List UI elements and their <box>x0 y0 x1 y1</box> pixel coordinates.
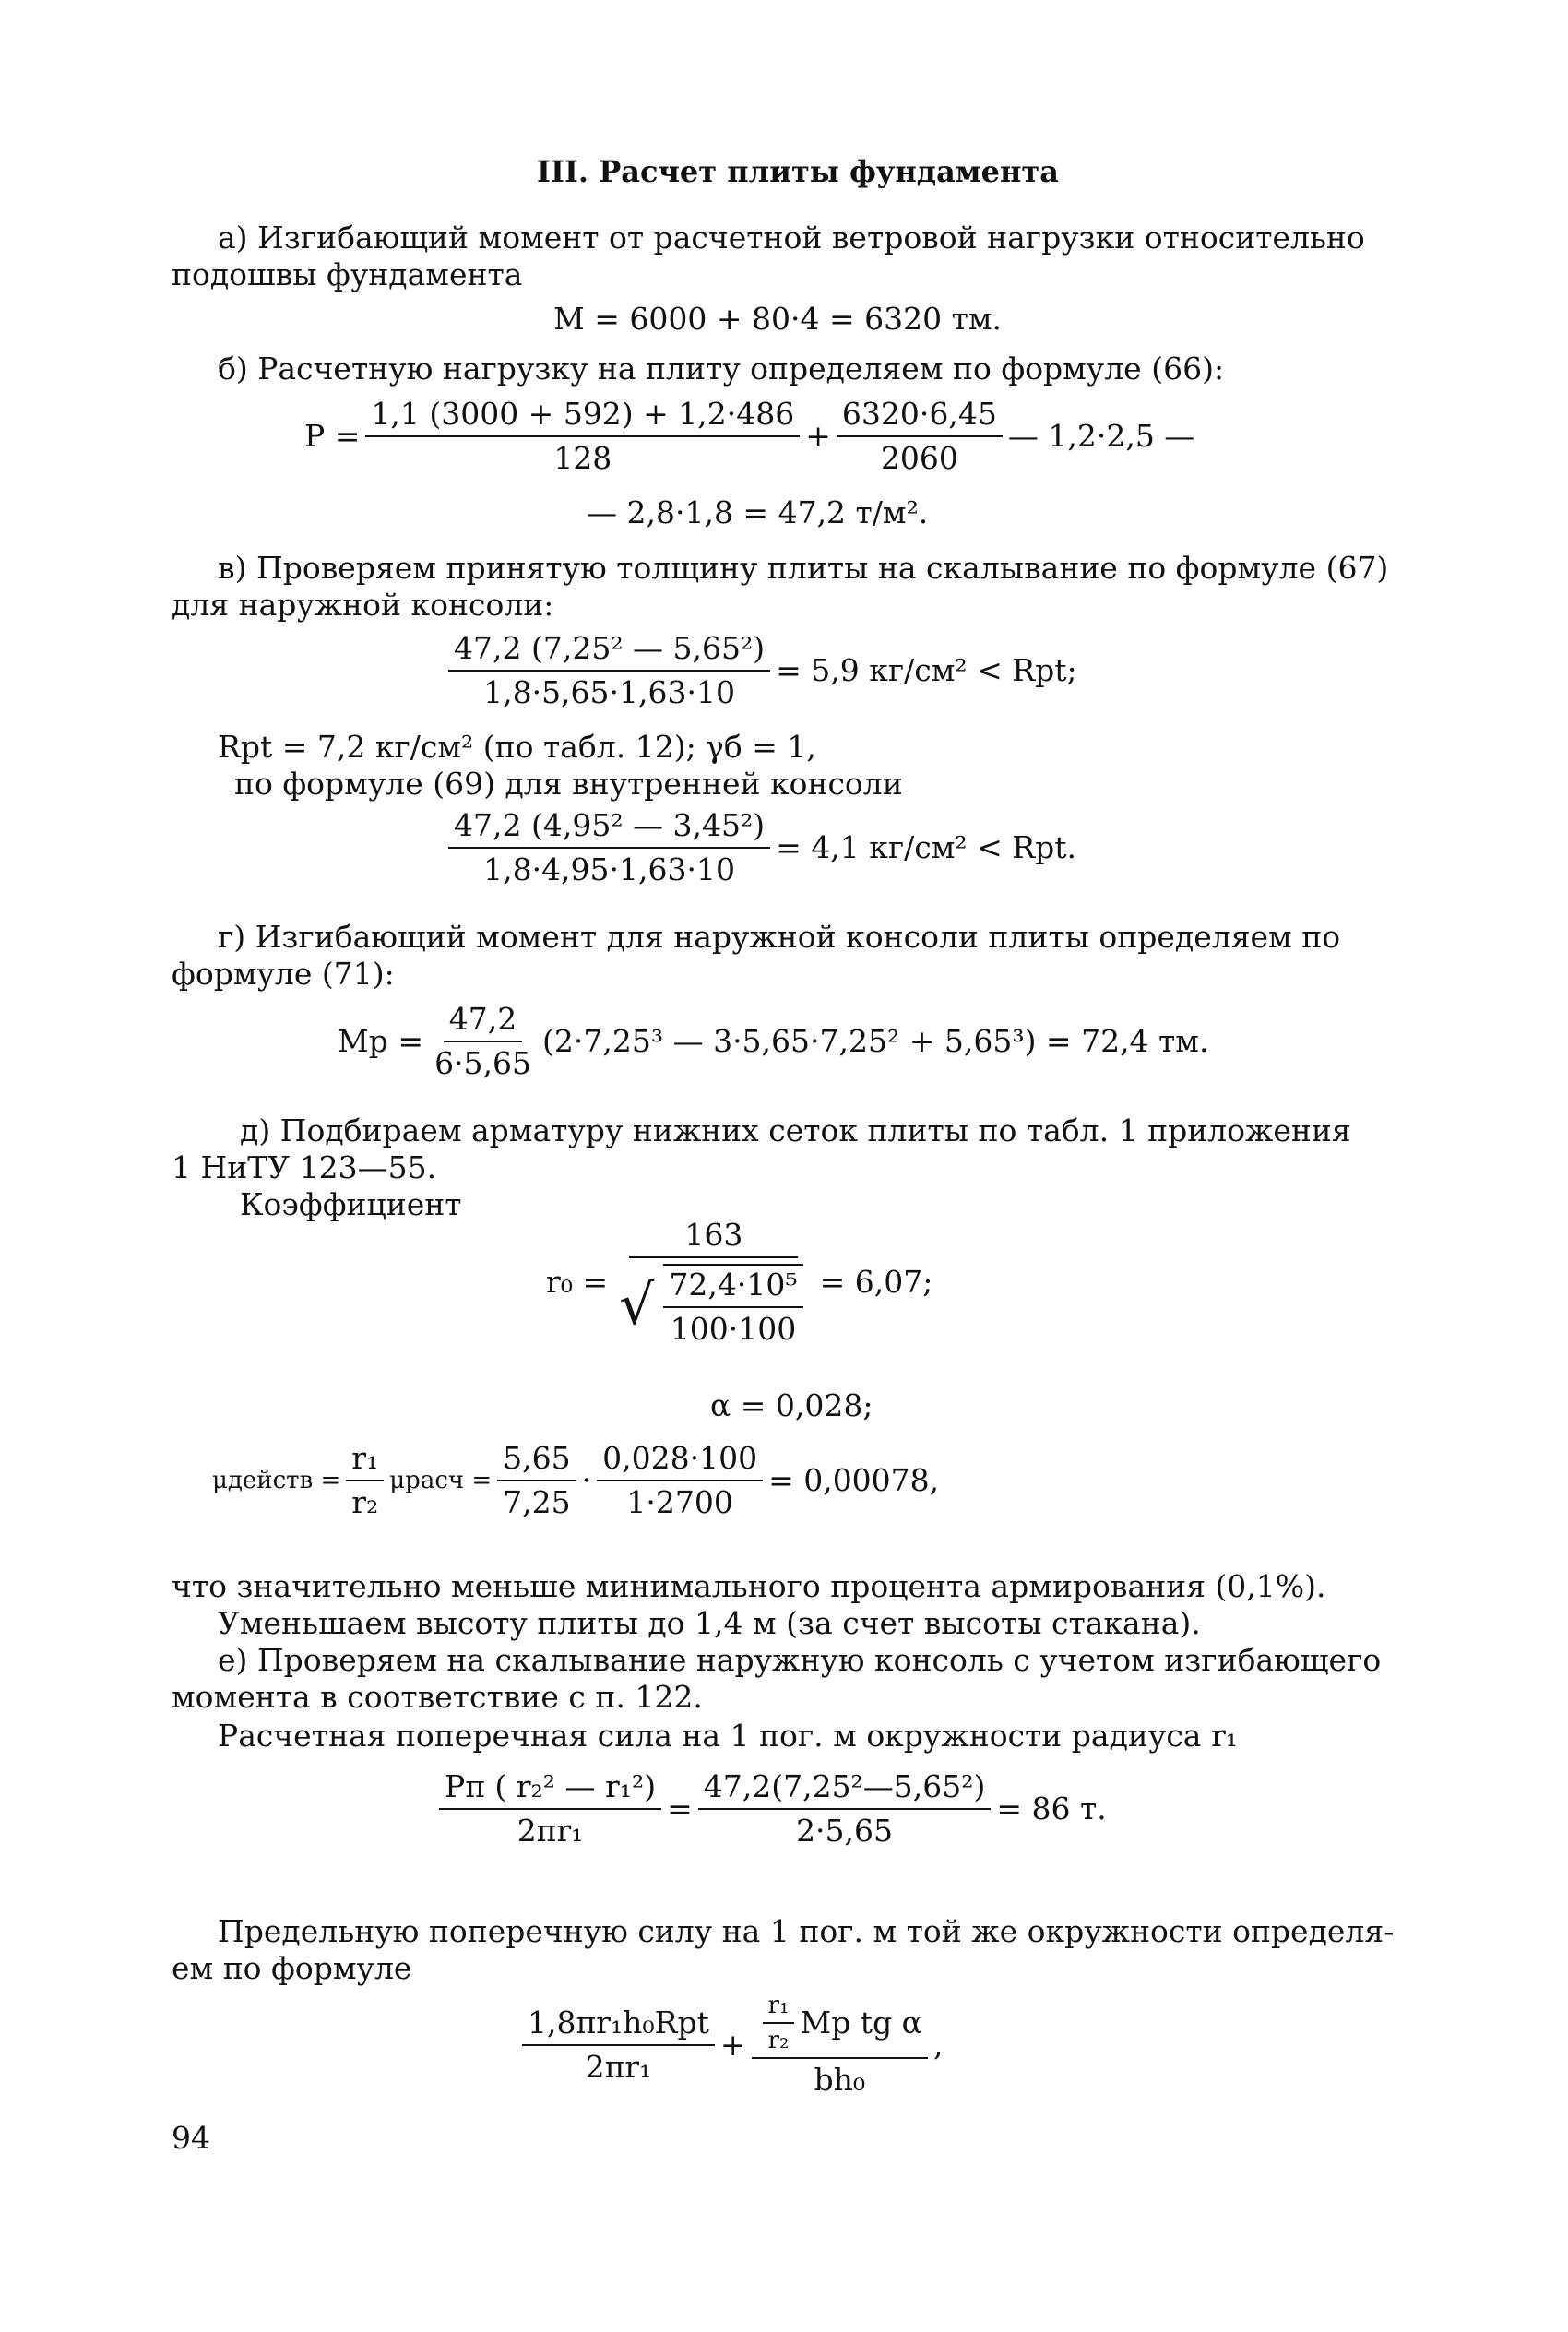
eq-force-f2-denominator: 2·5,65 <box>796 1813 894 1849</box>
eq-load-f2-numerator: 6320·6,45 <box>837 397 1003 437</box>
paragraph-e-line-2: момента в соответствие с п. 122. <box>172 1679 703 1715</box>
eq-load-plus: + <box>805 418 831 454</box>
eq-limit-f2-inner-fraction <box>763 1993 795 2053</box>
limit-text-line-1: Предельную поперечную силу на 1 пог. м той же окружности определя- <box>218 1913 1395 1949</box>
eq-force-fraction-1 <box>439 1769 661 1849</box>
paragraph-g-line-2: формуле (71): <box>172 956 395 992</box>
eq-mu-f3-denominator: 1·2700 <box>626 1484 733 1520</box>
eq-load-f1-numerator: 1,1 (3000 + 592) + 1,2·486 <box>365 397 800 437</box>
paragraph-b: б) Расчетную нагрузку на плиту определяем по формуле (66): <box>218 351 1225 387</box>
equation-load <box>304 397 1194 476</box>
equation-bending <box>338 1002 1208 1081</box>
eq-bending-numerator: 47,2 <box>444 1002 522 1042</box>
eq-mu-fraction-2 <box>497 1441 576 1520</box>
equation-load-line-2: — 2,8·1,8 = 47,2 т/м². <box>587 494 929 530</box>
equation-mu <box>212 1441 939 1520</box>
eq-load-fraction-2 <box>837 397 1003 476</box>
eq-mu-f1-denominator: r₂ <box>351 1484 379 1520</box>
limit-text-line-2: ем по формуле <box>172 1950 412 1986</box>
eq-shear-inner-numerator: 47,2 (4,95² — 3,45²) <box>448 808 770 849</box>
eq-limit-f2-inner-denominator: r₂ <box>767 2027 790 2054</box>
eq-bending-rhs: (2·7,25³ — 3·5,65·7,25² + 5,65³) = 72,4 тм. <box>542 1023 1209 1059</box>
eq-mu-lhs: μдейств = <box>212 1467 341 1494</box>
eq-mu-f1-numerator: r₁ <box>346 1441 384 1481</box>
eq-limit-f1-denominator: 2πr₁ <box>585 2049 652 2085</box>
eq-load-f2-denominator: 2060 <box>880 440 958 476</box>
eq-r0-inner-fraction <box>663 1264 802 1347</box>
eq-shear-inner-fraction <box>448 808 770 887</box>
eq-shear-outer-denominator: 1,8·5,65·1,63·10 <box>483 674 735 710</box>
eq-shear-outer-numerator: 47,2 (7,25² — 5,65²) <box>448 631 770 672</box>
eq-limit-fraction-1 <box>522 2005 715 2085</box>
after-mu-line-1: что значительно меньше минимального процента армирования (0,1%). <box>172 1568 1326 1604</box>
eq-r0-numerator: 163 <box>629 1218 798 1258</box>
eq-limit-f1-numerator: 1,8πr₁h₀Rpt <box>522 2005 715 2046</box>
eq-mu-fraction-1 <box>346 1441 384 1520</box>
eq-force-fraction-2 <box>698 1769 992 1849</box>
eq-limit-f2-inner-numerator: r₁ <box>763 1993 795 2024</box>
after-mu-line-2: Уменьшаем высоту плиты до 1,4 м (за счет высоты стакана). <box>218 1605 1201 1641</box>
eq-limit-f2-numerator-rest: Mp tg α <box>800 2005 922 2040</box>
eq-mu-dot: · <box>581 1462 592 1498</box>
equation-alpha: α = 0,028; <box>710 1387 873 1423</box>
eq-force-rhs: = 86 т. <box>996 1791 1107 1826</box>
eq-force-f1-numerator: Pπ ( r₂² — r₁²) <box>439 1769 661 1810</box>
eq-bending-lhs: Mp = <box>338 1023 424 1059</box>
page-number: 94 <box>172 2120 210 2156</box>
paragraph-v-line-1: в) Проверяем принятую толщину плиты на скалывание по формуле (67) <box>218 550 1389 586</box>
eq-shear-outer-rhs: = 5,9 кг/см² < Rpt; <box>776 652 1077 688</box>
eq-force-f2-numerator: 47,2(7,25²—5,65²) <box>698 1769 992 1810</box>
eq-r0-inner-denominator: 100·100 <box>670 1311 797 1347</box>
inner-console-line: по формуле (69) для внутренней консоли <box>234 766 903 802</box>
eq-r0-inner-numerator: 72,4·10⁵ <box>663 1267 802 1308</box>
rpt-line: Rpt = 7,2 кг/см² (по табл. 12); γб = 1, <box>218 729 816 765</box>
paragraph-e-line-1: е) Проверяем на скалывание наружную консоль с учетом изгибающего <box>218 1642 1382 1678</box>
equation-shear-inner <box>443 808 1076 887</box>
eq-mu-mid: μрасч = <box>389 1467 493 1494</box>
sqrt-icon: √ <box>619 1273 655 1338</box>
paragraph-v-line-2: для наружной консоли: <box>172 587 554 623</box>
force-text: Расчетная поперечная сила на 1 пог. м окружности радиуса r₁ <box>218 1718 1238 1754</box>
equation-limit <box>517 1993 943 2098</box>
eq-load-lhs: P = <box>304 418 361 454</box>
paragraph-g-line-1: г) Изгибающий момент для наружной консоли плиты определяем по <box>218 919 1341 955</box>
eq-shear-inner-rhs: = 4,1 кг/см² < Rpt. <box>776 829 1076 865</box>
coefficient-label: Коэффициент <box>240 1186 462 1222</box>
eq-mu-rhs: = 0,00078, <box>768 1462 940 1498</box>
eq-shear-inner-denominator: 1,8·4,95·1,63·10 <box>483 851 735 887</box>
eq-mu-f3-numerator: 0,028·100 <box>597 1441 763 1481</box>
eq-r0-lhs: r₀ = <box>546 1264 609 1300</box>
eq-limit-f2-numerator <box>752 1993 928 2059</box>
eq-force-f1-denominator: 2πr₁ <box>517 1813 584 1849</box>
eq-force-equals: = <box>667 1791 693 1826</box>
section-heading: III. Расчет плиты фундамента <box>537 154 1059 189</box>
eq-r0-fraction <box>613 1218 814 1347</box>
eq-r0-rhs: = 6,07; <box>819 1264 933 1300</box>
paragraph-a-line-1: а) Изгибающий момент от расчетной ветровой нагрузки относительно <box>218 220 1365 256</box>
paragraph-a-line-2: подошвы фундамента <box>172 256 523 292</box>
eq-load-fraction-1 <box>365 397 800 476</box>
eq-load-tail: — 1,2·2,5 — <box>1007 418 1195 454</box>
eq-limit-tail: , <box>932 2027 944 2063</box>
eq-shear-outer-fraction <box>448 631 770 710</box>
equation-shear-outer <box>443 631 1077 710</box>
eq-limit-f2-denominator: bh₀ <box>814 2062 866 2098</box>
equation-r0 <box>546 1218 932 1347</box>
eq-limit-fraction-2 <box>752 1993 928 2098</box>
eq-mu-fraction-3 <box>597 1441 763 1520</box>
eq-bending-fraction <box>429 1002 537 1081</box>
eq-r0-denominator <box>613 1258 814 1347</box>
eq-load-f1-denominator: 128 <box>553 440 612 476</box>
eq-bending-denominator: 6·5,65 <box>434 1045 532 1081</box>
equation-moment: M = 6000 + 80·4 = 6320 тм. <box>553 301 1003 337</box>
eq-mu-f2-numerator: 5,65 <box>497 1441 576 1481</box>
eq-limit-plus: + <box>719 2027 746 2063</box>
equation-force <box>434 1769 1107 1849</box>
eq-mu-f2-denominator: 7,25 <box>503 1484 571 1520</box>
paragraph-d-line-1: д) Подбираем арматуру нижних сеток плиты по табл. 1 приложения <box>240 1112 1351 1148</box>
paragraph-d-line-2: 1 НиТУ 123—55. <box>172 1149 437 1185</box>
